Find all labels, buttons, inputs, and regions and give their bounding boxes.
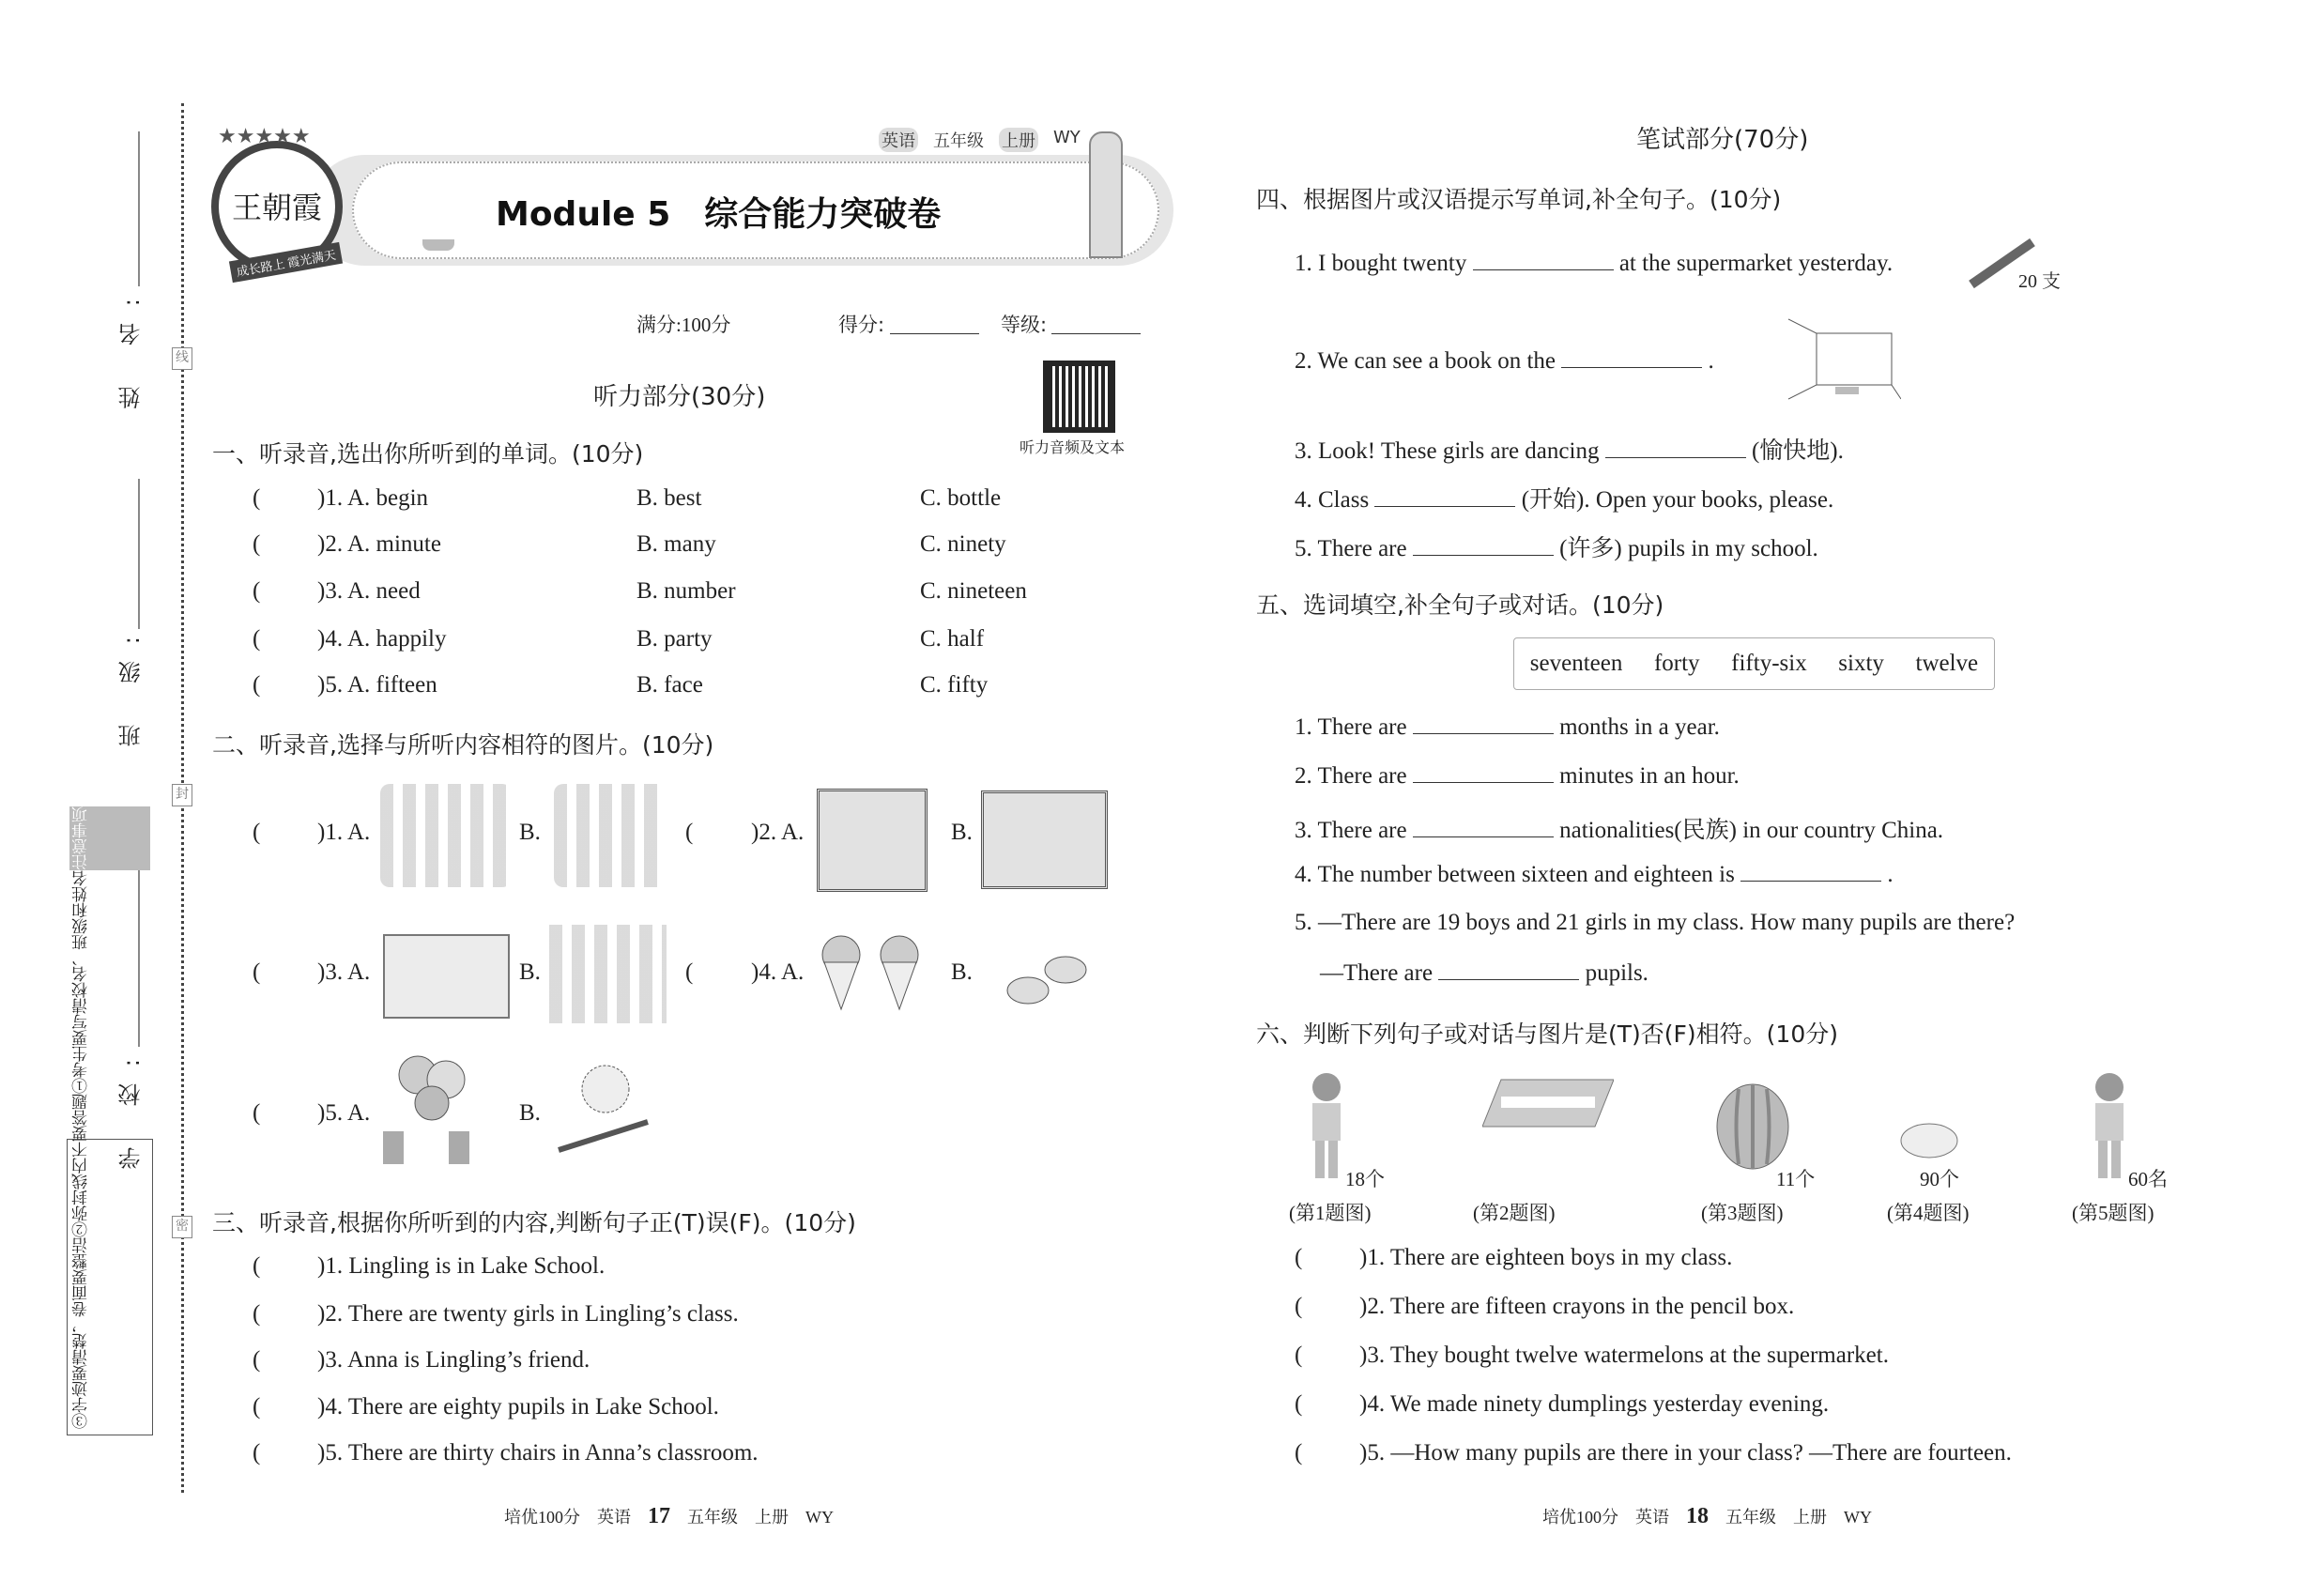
answer-paren[interactable]: ( xyxy=(1295,1245,1303,1270)
item-text: (开始). Open your books, please. xyxy=(1521,487,1834,513)
answer-paren[interactable]: ( xyxy=(253,626,261,652)
answer-blank[interactable] xyxy=(1438,959,1579,980)
answer-paren[interactable]: ( xyxy=(1295,1391,1303,1417)
picture-caption: (第5题图) xyxy=(2072,1202,2154,1224)
children-with-pencils-image xyxy=(380,784,512,887)
option-a: )2. A. minute xyxy=(317,531,441,557)
page-number: 18 xyxy=(1686,1504,1709,1528)
option-b-label: B. xyxy=(519,820,541,845)
candy-image xyxy=(990,944,1098,1014)
watermelon-image xyxy=(1710,1070,1795,1174)
item-text: 2. There are xyxy=(1295,763,1407,789)
word-bank-item: forty xyxy=(1653,651,1700,676)
picture-count: 18个 xyxy=(1345,1168,1385,1190)
fill-in-item xyxy=(1295,714,1720,741)
q-label: )1. A. xyxy=(317,820,371,845)
q-label: )2. A. xyxy=(751,820,805,845)
picture-count: 60名 xyxy=(2128,1168,2168,1190)
answer-paren[interactable]: ( xyxy=(253,531,261,557)
fill-in-item xyxy=(1295,481,1833,514)
picture-caption: (第3题图) xyxy=(1701,1202,1784,1224)
option-a: )4. A. happily xyxy=(317,626,447,652)
section-4-title: 四、根据图片或汉语提示写单词,补全句子。(10分) xyxy=(1256,186,1782,213)
page-title: Module 5 综合能力突破卷 xyxy=(496,195,942,234)
item-text: at the supermarket yesterday. xyxy=(1618,251,1894,276)
item-text: 2. We can see a book on the xyxy=(1295,348,1556,374)
option-b: B. face xyxy=(636,672,703,698)
footer-text: 培优100分 英语 xyxy=(1542,1508,1669,1527)
answer-blank[interactable] xyxy=(1413,714,1554,734)
item-text: . xyxy=(1708,348,1714,374)
statement: )2. There are fifteen crayons in the pencil box. xyxy=(1359,1294,1795,1319)
q-label: )4. A. xyxy=(751,959,805,985)
full-score: 满分:100分 xyxy=(636,314,731,336)
footer-left xyxy=(504,1504,834,1529)
option-b: B. party xyxy=(636,626,713,652)
answer-paren[interactable]: ( xyxy=(685,959,694,985)
option-b-label: B. xyxy=(519,959,541,985)
seal-mark: 密 xyxy=(172,1216,192,1238)
answer-blank[interactable] xyxy=(1374,486,1515,507)
item-text: months in a year. xyxy=(1559,714,1720,740)
section-5-title: 五、选词填空,补全句子或对话。(10分) xyxy=(1256,591,1664,619)
picture-count: 11个 xyxy=(1776,1168,1816,1190)
answer-paren[interactable]: ( xyxy=(1295,1294,1303,1319)
statement: )1. Lingling is in Lake School. xyxy=(317,1253,606,1279)
statement: )5. —How many pupils are there in your class? —There are fourteen. xyxy=(1359,1440,2012,1466)
stars-icon: ★★★★★ xyxy=(218,124,311,147)
family-photo-image xyxy=(817,789,928,892)
tag: WY xyxy=(1053,128,1081,147)
crayon-count: 20 支 xyxy=(2018,271,2061,292)
answer-paren[interactable]: ( xyxy=(253,1100,261,1126)
word-bank-item: twelve xyxy=(1915,651,1979,676)
listening-title: 听力部分(30分) xyxy=(593,383,766,411)
lighthouse-icon xyxy=(1089,131,1123,258)
grade-field[interactable] xyxy=(1051,333,1141,334)
item-text: —There are xyxy=(1320,960,1434,986)
fill-in-item xyxy=(1320,959,1648,987)
fill-in-item xyxy=(1295,529,1818,563)
children-with-balloons-image xyxy=(376,1051,479,1169)
ship-icon xyxy=(422,239,454,251)
answer-paren[interactable]: ( xyxy=(253,1440,261,1466)
fill-in-item xyxy=(1295,861,1894,888)
option-b-label: B. xyxy=(519,1100,541,1126)
q-label: )5. A. xyxy=(317,1100,371,1126)
option-a: )5. A. fifteen xyxy=(317,672,437,698)
answer-paren[interactable]: ( xyxy=(1295,1343,1303,1368)
q-label: )3. A. xyxy=(317,959,371,985)
tag: 五年级 xyxy=(933,131,984,151)
fill-in-item xyxy=(1295,347,1714,375)
section-1-title: 一、听录音,选出你所听到的单词。(10分) xyxy=(212,440,644,468)
answer-paren[interactable]: ( xyxy=(685,820,694,845)
name-label: 姓 名: xyxy=(118,282,145,409)
item-text: 1. I bought twenty xyxy=(1295,251,1467,276)
footer-text: 五年级 上册 WY xyxy=(1725,1508,1872,1527)
section-3-title: 三、听录音,根据你所听到的内容,判断句子正(T)误(F)。(10分) xyxy=(212,1209,856,1236)
answer-paren[interactable]: ( xyxy=(253,578,261,604)
item-text: . xyxy=(1887,862,1894,887)
seal-mark: 线 xyxy=(172,347,192,370)
statement: )3. They bought twelve watermelons at the supermarket. xyxy=(1359,1343,1889,1368)
score-label: 得分: xyxy=(838,314,885,336)
item-text: 3. Look! These girls are dancing xyxy=(1295,438,1600,464)
word-bank xyxy=(1513,637,1995,690)
written-title: 笔试部分(70分) xyxy=(1636,126,1809,154)
ice-cream-image xyxy=(815,934,928,1014)
option-c: C. bottle xyxy=(920,485,1002,511)
children-with-pencils-image xyxy=(554,784,667,887)
answer-blank[interactable] xyxy=(1561,347,1702,368)
item-text: 1. There are xyxy=(1295,714,1407,740)
qr-caption: 听力音频及文本 xyxy=(1020,440,1126,456)
logo-text: 王朝霞 xyxy=(231,190,322,225)
option-c: C. ninety xyxy=(920,531,1006,557)
statement: )3. Anna is Lingling’s friend. xyxy=(317,1347,590,1373)
answer-blank[interactable] xyxy=(1413,817,1554,837)
word-bank-item: seventeen xyxy=(1529,651,1623,676)
notice-item: ①考生要写清校名、班级和姓名 xyxy=(72,870,90,1094)
qr-code[interactable] xyxy=(1043,361,1115,433)
answer-paren[interactable]: ( xyxy=(253,959,261,985)
footer-text: 培优100分 英语 xyxy=(504,1508,631,1527)
option-a: )3. A. need xyxy=(317,578,421,604)
notice-item: ③字迹要清楚，卷面要整洁 xyxy=(72,1237,90,1429)
answer-paren[interactable]: ( xyxy=(253,1253,261,1279)
section-2-title: 二、听录音,选择与所听内容相符的图片。(10分) xyxy=(212,731,714,759)
name-field[interactable] xyxy=(138,131,140,286)
fill-in-item xyxy=(1295,910,2015,936)
statement: )2. There are twenty girls in Lingling’s class. xyxy=(317,1301,739,1327)
option-b: B. number xyxy=(636,578,736,604)
class-photo-image xyxy=(981,790,1108,889)
item-text: 5. There are xyxy=(1295,536,1407,561)
children-group-image xyxy=(549,925,667,1023)
option-b: B. best xyxy=(636,485,702,511)
statement: )1. There are eighteen boys in my class. xyxy=(1359,1245,1733,1270)
item-text: (愉快地). xyxy=(1751,438,1844,464)
answer-blank[interactable] xyxy=(1740,861,1881,882)
option-b: B. many xyxy=(636,531,716,557)
notice-item: ②弥封线内不要答题 xyxy=(72,1094,90,1237)
item-text: pupils. xyxy=(1585,960,1648,986)
answer-paren[interactable]: ( xyxy=(253,1394,261,1420)
class-field[interactable] xyxy=(138,479,140,629)
statement: )4. We made ninety dumplings yesterday evening. xyxy=(1359,1391,1830,1417)
answer-paren[interactable]: ( xyxy=(253,485,261,511)
subject-tags xyxy=(879,128,1081,152)
statement: )5. There are thirty chairs in Anna’s classroom. xyxy=(317,1440,759,1466)
answer-paren[interactable]: ( xyxy=(253,672,261,698)
answer-blank[interactable] xyxy=(1473,250,1614,270)
item-text: 4. Class xyxy=(1295,487,1370,513)
tag: 英语 xyxy=(879,128,918,152)
answer-blank[interactable] xyxy=(1413,762,1554,783)
cake-drawing-image xyxy=(554,1056,652,1159)
option-a: )1. A. begin xyxy=(317,485,429,511)
seal-mark: 封 xyxy=(172,784,192,806)
answer-blank[interactable] xyxy=(1605,437,1746,458)
fill-in-item xyxy=(1295,762,1740,790)
fill-in-item xyxy=(1295,432,1844,466)
option-c: C. half xyxy=(920,626,985,652)
grade-label: 等级: xyxy=(1001,314,1048,336)
option-b-label: B. xyxy=(951,959,973,985)
fill-in-item xyxy=(1295,250,1893,277)
notice-title: 注意事项 xyxy=(69,806,150,870)
item-text: 4. The number between sixteen and eighteen is xyxy=(1295,862,1735,887)
item-text: 5. —There are 19 boys and 21 girls in my class. How many pupils are there? xyxy=(1295,910,2016,935)
section-6-title: 六、判断下列句子或对话与图片是(T)否(F)相符。(10分) xyxy=(1256,1021,1838,1048)
item-text: nationalities(民族) in our country China. xyxy=(1559,818,1944,843)
dumpling-image xyxy=(1896,1117,1962,1159)
answer-paren[interactable]: ( xyxy=(253,820,261,845)
logo-slogan: 成长路上 霞光满天 xyxy=(229,242,343,283)
picture-caption: (第2题图) xyxy=(1473,1202,1556,1224)
word-bank-item: sixty xyxy=(1838,651,1884,676)
word-bank-item: fifty-six xyxy=(1731,651,1807,676)
picture-caption: (第4题图) xyxy=(1887,1202,1970,1224)
tag: 上册 xyxy=(999,128,1038,152)
crayons-image xyxy=(1482,1070,1614,1136)
class-label: 班 级: xyxy=(118,620,145,747)
fill-in-item xyxy=(1295,811,1943,845)
answer-paren[interactable]: ( xyxy=(1295,1440,1303,1466)
score-field[interactable] xyxy=(890,333,979,334)
answer-paren[interactable]: ( xyxy=(253,1301,261,1327)
option-c: C. fifty xyxy=(920,672,989,698)
answer-paren[interactable]: ( xyxy=(253,1347,261,1373)
picture-count: 90个 xyxy=(1920,1168,1959,1190)
answer-blank[interactable] xyxy=(1413,535,1554,556)
footer-right xyxy=(1542,1504,1872,1529)
item-text: minutes in an hour. xyxy=(1559,763,1740,789)
school-label: 学 校: xyxy=(118,1042,145,1170)
footer-text: 五年级 上册 WY xyxy=(687,1508,834,1527)
picture-caption: (第1题图) xyxy=(1289,1202,1372,1224)
page-number: 17 xyxy=(648,1504,670,1528)
classroom-children-image xyxy=(383,934,510,1019)
statement: )4. There are eighty pupils in Lake School. xyxy=(317,1394,719,1420)
desk-corner-image xyxy=(1779,310,1901,404)
option-c: C. nineteen xyxy=(920,578,1027,604)
option-b-label: B. xyxy=(951,820,973,845)
item-text: (许多) pupils in my school. xyxy=(1559,536,1818,561)
item-text: 3. There are xyxy=(1295,818,1407,843)
